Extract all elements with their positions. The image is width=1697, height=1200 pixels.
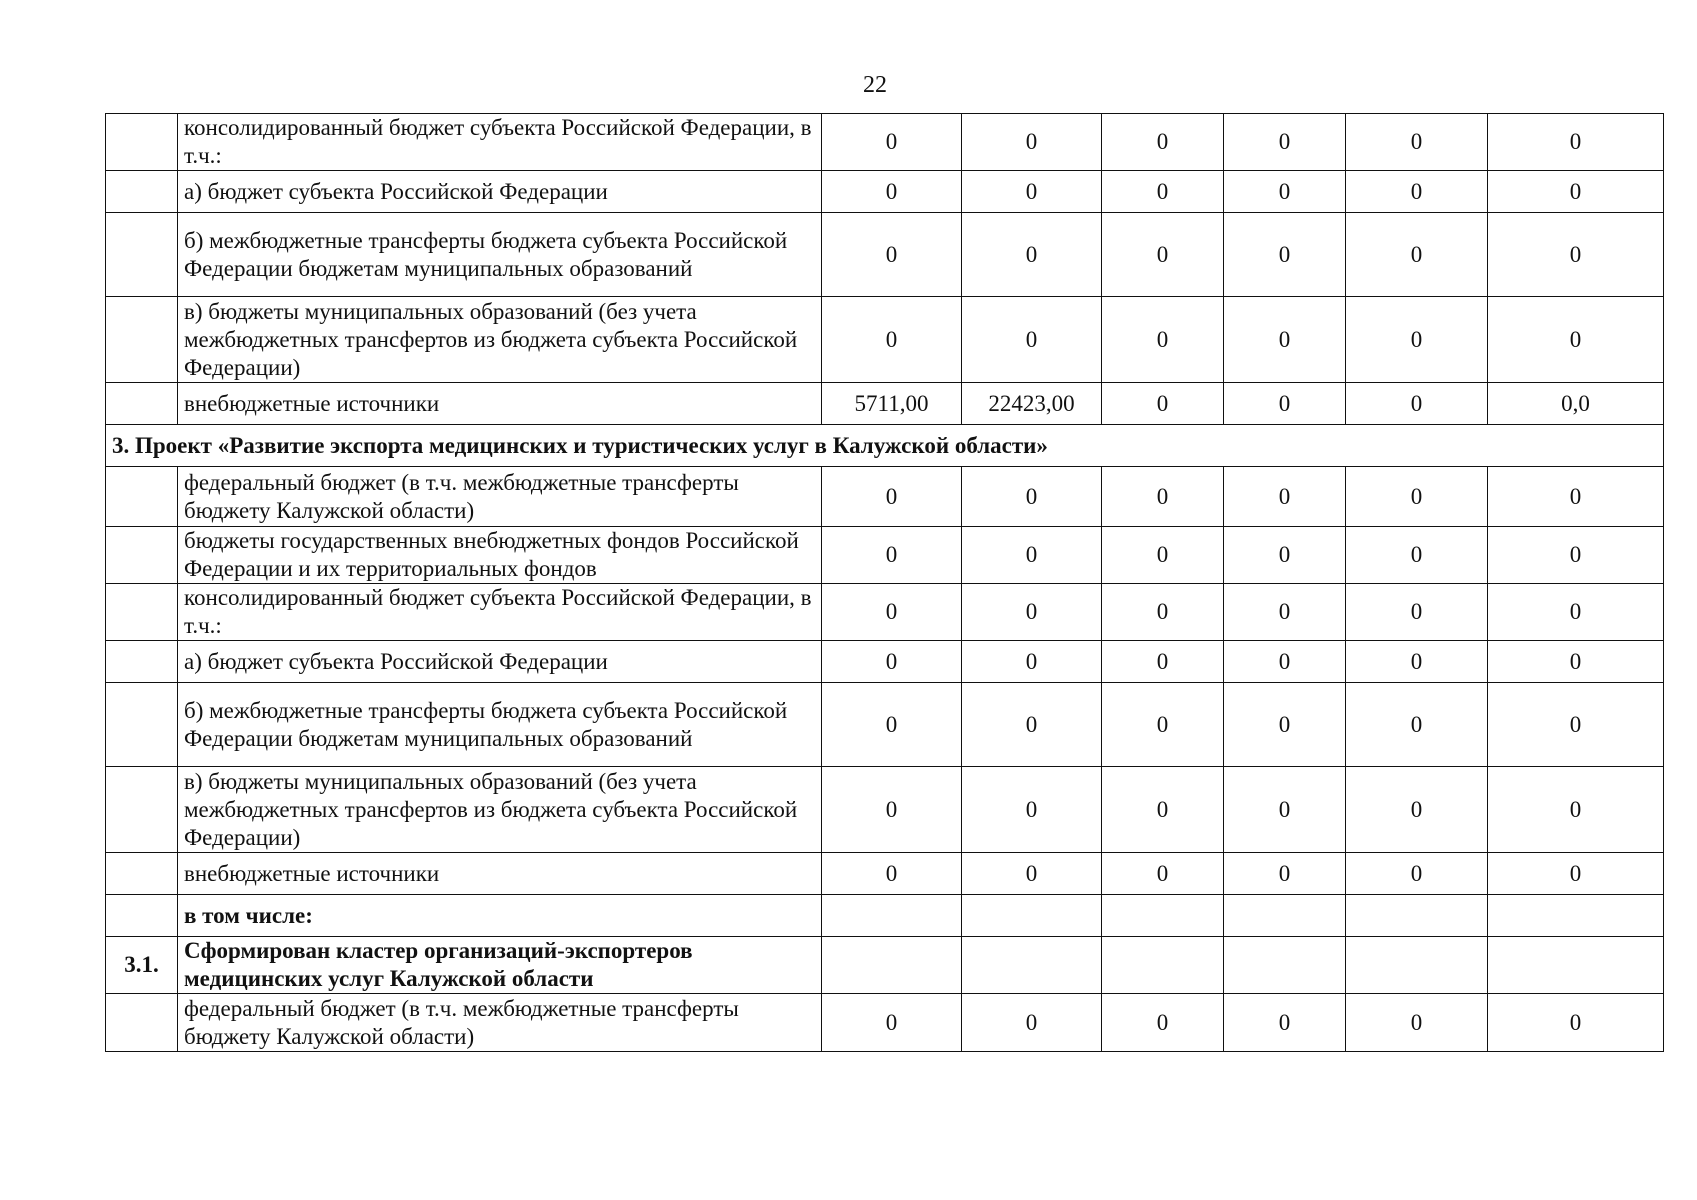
value-cell: 0 <box>1346 994 1488 1052</box>
value-cell <box>962 937 1102 994</box>
value-cell <box>1102 937 1224 994</box>
value-cell: 0 <box>1102 767 1224 853</box>
value-cell: 0 <box>822 767 962 853</box>
value-cell: 0 <box>1224 171 1346 213</box>
value-cell: 0 <box>1224 467 1346 527</box>
table-row <box>106 527 1664 584</box>
value-cell: 0 <box>962 213 1102 297</box>
value-cell: 0 <box>1102 994 1224 1052</box>
value-cell: 0 <box>1102 641 1224 683</box>
subheading: в том числе: <box>178 895 822 937</box>
value-cell: 0 <box>1488 683 1664 767</box>
value-cell: 0 <box>1488 853 1664 895</box>
value-cell: 0 <box>1102 383 1224 425</box>
table-body <box>106 114 1664 1052</box>
value-cell: 0 <box>1224 527 1346 584</box>
value-cell: 0 <box>822 853 962 895</box>
value-cell: 0 <box>822 584 962 641</box>
table-row <box>106 641 1664 683</box>
value-cell: 0 <box>1488 114 1664 171</box>
value-cell: 0 <box>1346 297 1488 383</box>
value-cell: 0 <box>962 171 1102 213</box>
row-label: в) бюджеты муниципальных образований (без учета межбюджетных трансфертов из бюджета субъекта Российской Федерации) <box>178 297 822 383</box>
row-index <box>106 853 178 895</box>
row-label: б) межбюджетные трансферты бюджета субъекта Российской Федерации бюджетам муниципальных образований <box>178 213 822 297</box>
value-cell: 0,0 <box>1488 383 1664 425</box>
value-cell <box>822 895 962 937</box>
value-cell: 0 <box>1346 767 1488 853</box>
value-cell: 0 <box>1346 853 1488 895</box>
row-label: бюджеты государственных внебюджетных фондов Российской Федерации и их территориальных фондов <box>178 527 822 584</box>
row-label: внебюджетные источники <box>178 853 822 895</box>
value-cell: 0 <box>1102 213 1224 297</box>
value-cell <box>1488 895 1664 937</box>
row-label: а) бюджет субъекта Российской Федерации <box>178 641 822 683</box>
value-cell: 0 <box>962 994 1102 1052</box>
value-cell: 0 <box>962 683 1102 767</box>
row-index <box>106 895 178 937</box>
row-index <box>106 527 178 584</box>
value-cell: 0 <box>822 994 962 1052</box>
value-cell: 0 <box>1346 171 1488 213</box>
row-label: консолидированный бюджет субъекта Российской Федерации, в т.ч.: <box>178 584 822 641</box>
value-cell: 0 <box>1102 683 1224 767</box>
value-cell: 0 <box>1102 527 1224 584</box>
row-label: консолидированный бюджет субъекта Российской Федерации, в т.ч.: <box>178 114 822 171</box>
value-cell: 0 <box>1102 297 1224 383</box>
value-cell <box>822 937 962 994</box>
value-cell <box>962 895 1102 937</box>
table-row <box>106 584 1664 641</box>
table-row <box>106 213 1664 297</box>
table-row <box>106 937 1664 994</box>
value-cell: 0 <box>1488 641 1664 683</box>
row-index <box>106 467 178 527</box>
value-cell: 0 <box>1224 297 1346 383</box>
row-index <box>106 767 178 853</box>
section-title: 3. Проект «Развитие экспорта медицинских и туристических услуг в Калужской области» <box>106 425 1664 467</box>
table-row <box>106 895 1664 937</box>
table-row <box>106 425 1664 467</box>
value-cell: 0 <box>822 467 962 527</box>
row-label: б) межбюджетные трансферты бюджета субъекта Российской Федерации бюджетам муниципальных образований <box>178 683 822 767</box>
table-row <box>106 994 1664 1052</box>
value-cell: 0 <box>822 171 962 213</box>
row-label: а) бюджет субъекта Российской Федерации <box>178 171 822 213</box>
value-cell: 0 <box>1102 584 1224 641</box>
row-index <box>106 994 178 1052</box>
table-row <box>106 767 1664 853</box>
row-index <box>106 584 178 641</box>
table-row <box>106 297 1664 383</box>
value-cell: 0 <box>1224 213 1346 297</box>
value-cell: 0 <box>1224 994 1346 1052</box>
value-cell: 0 <box>822 641 962 683</box>
value-cell: 0 <box>1488 467 1664 527</box>
value-cell: 0 <box>962 767 1102 853</box>
table-row <box>106 114 1664 171</box>
value-cell: 0 <box>1224 683 1346 767</box>
value-cell: 0 <box>822 213 962 297</box>
value-cell: 0 <box>1346 527 1488 584</box>
table-row <box>106 383 1664 425</box>
row-label: внебюджетные источники <box>178 383 822 425</box>
value-cell <box>1488 937 1664 994</box>
value-cell: 0 <box>822 683 962 767</box>
table-row <box>106 683 1664 767</box>
value-cell: 0 <box>962 641 1102 683</box>
value-cell: 0 <box>1488 297 1664 383</box>
row-index <box>106 683 178 767</box>
value-cell: 5711,00 <box>822 383 962 425</box>
value-cell <box>1346 895 1488 937</box>
value-cell: 0 <box>1224 114 1346 171</box>
value-cell: 0 <box>1224 584 1346 641</box>
value-cell: 0 <box>1224 383 1346 425</box>
table-row <box>106 171 1664 213</box>
value-cell: 0 <box>1224 641 1346 683</box>
row-index <box>106 171 178 213</box>
row-label: федеральный бюджет (в т.ч. межбюджетные трансферты бюджету Калужской области) <box>178 467 822 527</box>
value-cell: 0 <box>1102 171 1224 213</box>
table-row <box>106 467 1664 527</box>
value-cell: 0 <box>1346 584 1488 641</box>
value-cell: 0 <box>962 853 1102 895</box>
value-cell: 0 <box>962 297 1102 383</box>
value-cell <box>1224 937 1346 994</box>
value-cell: 0 <box>1224 767 1346 853</box>
row-index <box>106 383 178 425</box>
value-cell: 0 <box>1346 213 1488 297</box>
value-cell: 0 <box>962 527 1102 584</box>
row-index <box>106 114 178 171</box>
value-cell: 0 <box>1488 994 1664 1052</box>
value-cell: 0 <box>1488 171 1664 213</box>
value-cell <box>1224 895 1346 937</box>
value-cell <box>1346 937 1488 994</box>
value-cell: 0 <box>1224 853 1346 895</box>
table-row <box>106 853 1664 895</box>
value-cell: 0 <box>1346 641 1488 683</box>
row-index <box>106 641 178 683</box>
value-cell: 0 <box>962 467 1102 527</box>
row-index <box>106 297 178 383</box>
value-cell: 0 <box>1102 467 1224 527</box>
budget-table <box>105 113 1664 1052</box>
value-cell: 0 <box>1346 114 1488 171</box>
row-index <box>106 213 178 297</box>
value-cell: 0 <box>1488 767 1664 853</box>
value-cell: 0 <box>1488 584 1664 641</box>
value-cell: 0 <box>1488 213 1664 297</box>
value-cell: 0 <box>1488 527 1664 584</box>
value-cell <box>1102 895 1224 937</box>
value-cell: 0 <box>1102 114 1224 171</box>
value-cell: 0 <box>962 114 1102 171</box>
value-cell: 0 <box>1346 683 1488 767</box>
value-cell: 0 <box>1102 853 1224 895</box>
page-number: 22 <box>863 72 887 98</box>
row-label: федеральный бюджет (в т.ч. межбюджетные трансферты бюджету Калужской области) <box>178 994 822 1052</box>
value-cell: 0 <box>822 114 962 171</box>
value-cell: 0 <box>822 527 962 584</box>
row-label: в) бюджеты муниципальных образований (без учета межбюджетных трансфертов из бюджета субъекта Российской Федерации) <box>178 767 822 853</box>
value-cell: 0 <box>822 297 962 383</box>
item-title: Сформирован кластер организаций-экспортеров медицинских услуг Калужской области <box>178 937 822 994</box>
row-index: 3.1. <box>106 937 178 994</box>
value-cell: 22423,00 <box>962 383 1102 425</box>
value-cell: 0 <box>1346 383 1488 425</box>
value-cell: 0 <box>1346 467 1488 527</box>
value-cell: 0 <box>962 584 1102 641</box>
